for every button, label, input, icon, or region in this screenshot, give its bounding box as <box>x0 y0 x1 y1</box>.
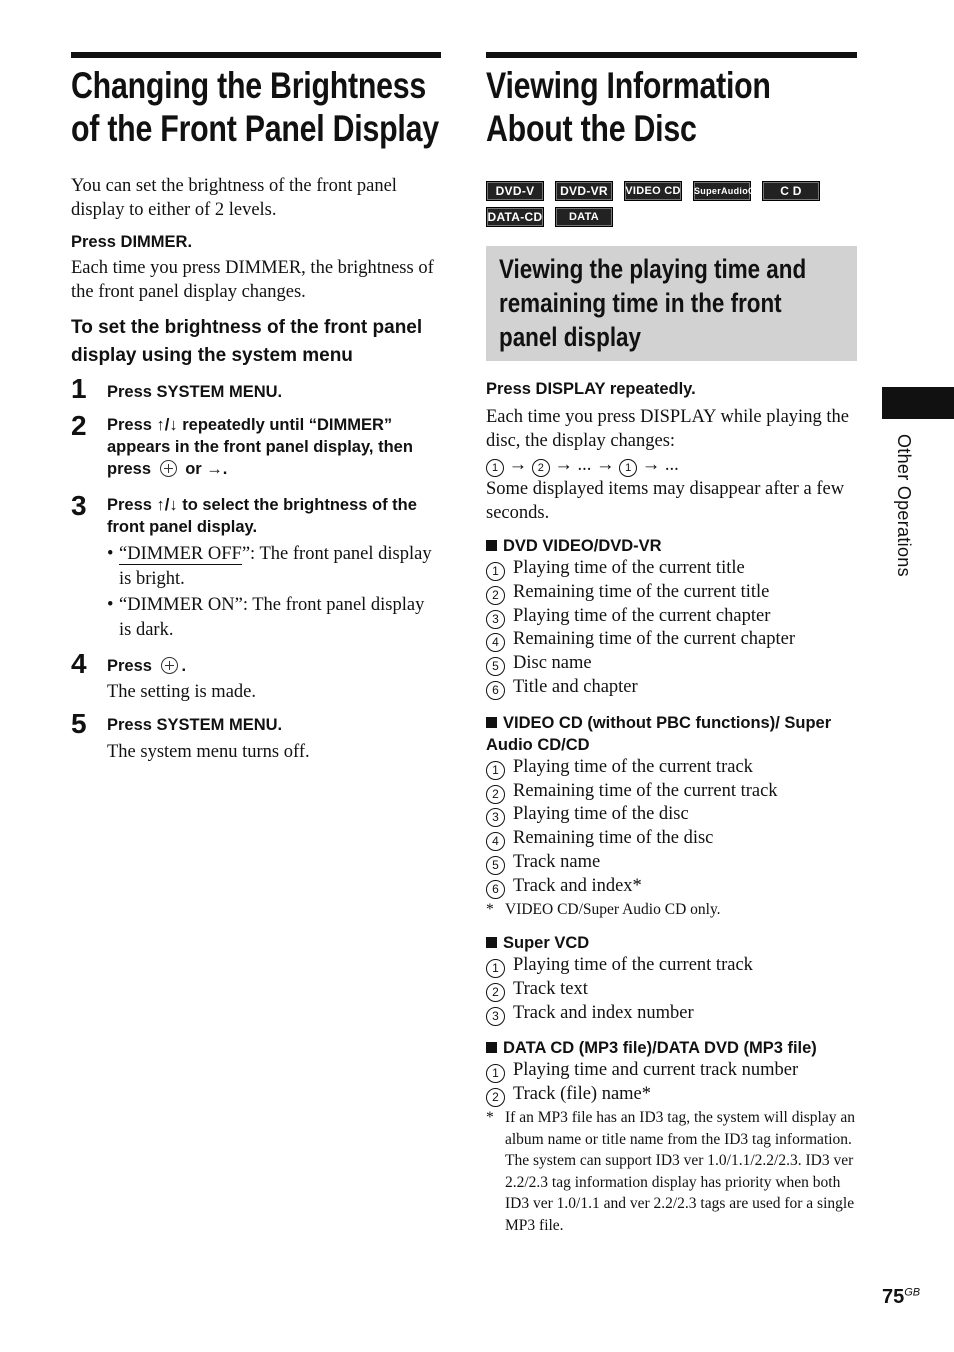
video-cd-info-list <box>486 756 857 899</box>
dvd-v-badge: DVD-V <box>486 181 544 201</box>
chapter-tab <box>882 387 954 419</box>
step-number: 2 <box>71 410 87 441</box>
section-rule <box>486 52 857 58</box>
step-text: Press ↑/↓ to select the brightness of the front panel display. <box>107 496 417 536</box>
press-display-instruction: Press DISPLAY repeatedly. <box>486 380 696 398</box>
section-rule <box>71 52 441 58</box>
list-item: 1 Playing time of the current title <box>486 557 857 581</box>
step-1 <box>71 375 441 403</box>
group-heading: DATA CD (MP3 file)/DATA DVD (MP3 file) <box>486 1037 857 1059</box>
step-number: 1 <box>71 373 87 404</box>
super-vcd-info-list <box>486 954 857 1025</box>
list-item: 4 Remaining time of the disc <box>486 827 857 851</box>
square-bullet-icon <box>486 717 497 728</box>
cd-badge: C D <box>762 181 820 201</box>
step-description: The setting is made. <box>107 682 256 702</box>
dvd-vr-badge: DVD-VR <box>555 181 613 201</box>
step-number: 3 <box>71 490 87 521</box>
step-5 <box>71 710 441 764</box>
list-item: 2 Track text <box>486 978 857 1002</box>
dvd-info-list <box>486 557 857 700</box>
step-2 <box>71 412 441 480</box>
list-item: 4 Remaining time of the current chapter <box>486 628 857 652</box>
list-item: 6 Track and index* <box>486 875 857 899</box>
enter-button-icon <box>160 460 177 477</box>
disc-type-badges <box>486 181 831 241</box>
press-display-description: Each time you press DISPLAY while playing the disc, the display changes: <box>486 407 849 451</box>
section-title: Viewing Information About the Disc <box>486 65 771 149</box>
footnote: * If an MP3 file has an ID3 tag, the system will display an album name or title name from the ID3 tag information. The system can support ID3 ver 1.0/1.1/2.2/2.3. ID3 ver 2.2/2.3 tag information display has priority when both ID3 ver 1.0/1.1 and ver 2.2/2.3 tags are used for a single MP3 file. <box>486 1109 855 1234</box>
list-item: 3 Playing time of the disc <box>486 803 857 827</box>
step-text: Press SYSTEM MENU. <box>107 383 283 401</box>
group-heading: VIDEO CD (without PBC functions)/ Super Audio CD/CD <box>486 713 832 754</box>
chapter-side-label: Other Operations <box>894 434 914 577</box>
data-cd-badge: DATA-CD <box>486 207 544 227</box>
up-down-arrow-icon: ↑/↓ <box>156 496 178 514</box>
note-text: Some displayed items may disappear after a few seconds. <box>486 479 845 523</box>
list-item: 3 Track and index number <box>486 1002 857 1026</box>
subsection-title: Viewing the playing time and remaining time in the front panel display <box>499 254 807 352</box>
mp3-info-list <box>486 1059 857 1107</box>
list-item: • “DIMMER ON”: The front panel display is dark. <box>107 595 425 640</box>
list-item: 5 Track name <box>486 851 857 875</box>
list-item: 2 Track (file) name* <box>486 1083 857 1107</box>
super-audio-cd-badge: SuperAudioCD <box>693 181 751 201</box>
list-item: 3 Playing time of the current chapter <box>486 605 857 629</box>
square-bullet-icon <box>486 937 497 948</box>
group-heading: Super VCD <box>486 932 857 954</box>
list-item: 1 Playing time of the current track <box>486 954 857 978</box>
up-down-arrow-icon: ↑/↓ <box>156 416 178 434</box>
list-item: 2 Remaining time of the current title <box>486 581 857 605</box>
subsection-title-box <box>486 246 857 361</box>
step-description: The system menu turns off. <box>107 742 310 762</box>
list-item: 1 Playing time and current track number <box>486 1059 857 1083</box>
square-bullet-icon <box>486 540 497 551</box>
video-cd-badge: VIDEO CD <box>624 181 682 201</box>
step-number: 4 <box>71 648 87 679</box>
left-column <box>71 52 441 764</box>
display-sequence: 1 → 2 → ... → 1 → ... <box>486 453 857 477</box>
right-arrow-icon: → <box>206 460 223 478</box>
list-item: • “DIMMER OFF”: The front panel display is bright. <box>107 544 432 589</box>
list-item: 1 Playing time of the current track <box>486 756 857 780</box>
list-item: 5 Disc name <box>486 652 857 676</box>
enter-button-icon <box>161 657 178 674</box>
list-item: 6 Title and chapter <box>486 676 857 700</box>
page-number: $75^{GB}$ <box>882 1286 921 1308</box>
page-title: Changing the Brightness of the Front Panel Display <box>71 65 439 149</box>
step-4 <box>71 650 441 704</box>
press-dimmer-description: Each time you press DIMMER, the brightness of the front panel display changes. <box>71 258 434 302</box>
step-number: 5 <box>71 708 87 739</box>
square-bullet-icon <box>486 1042 497 1053</box>
step-3 <box>71 492 441 642</box>
press-dimmer-instruction: Press DIMMER. <box>71 233 193 251</box>
list-item: 2 Remaining time of the current track <box>486 780 857 804</box>
group-heading: DVD VIDEO/DVD-VR <box>486 535 857 557</box>
right-column <box>486 52 857 1236</box>
subheading: To set the brightness of the front panel display using the system menu <box>71 317 423 366</box>
step-text: Press . <box>107 657 187 675</box>
data-dvd-badge: DATA DVD <box>555 207 613 227</box>
footnote: * VIDEO CD/Super Audio CD only. <box>486 900 721 918</box>
intro-text: You can set the brightness of the front panel display to either of 2 levels. <box>71 176 397 220</box>
step-text: Press ↑/↓ repeatedly until “DIMMER” appears in the front panel display, then press or →. <box>107 416 413 478</box>
step-text: Press SYSTEM MENU. <box>107 716 283 734</box>
